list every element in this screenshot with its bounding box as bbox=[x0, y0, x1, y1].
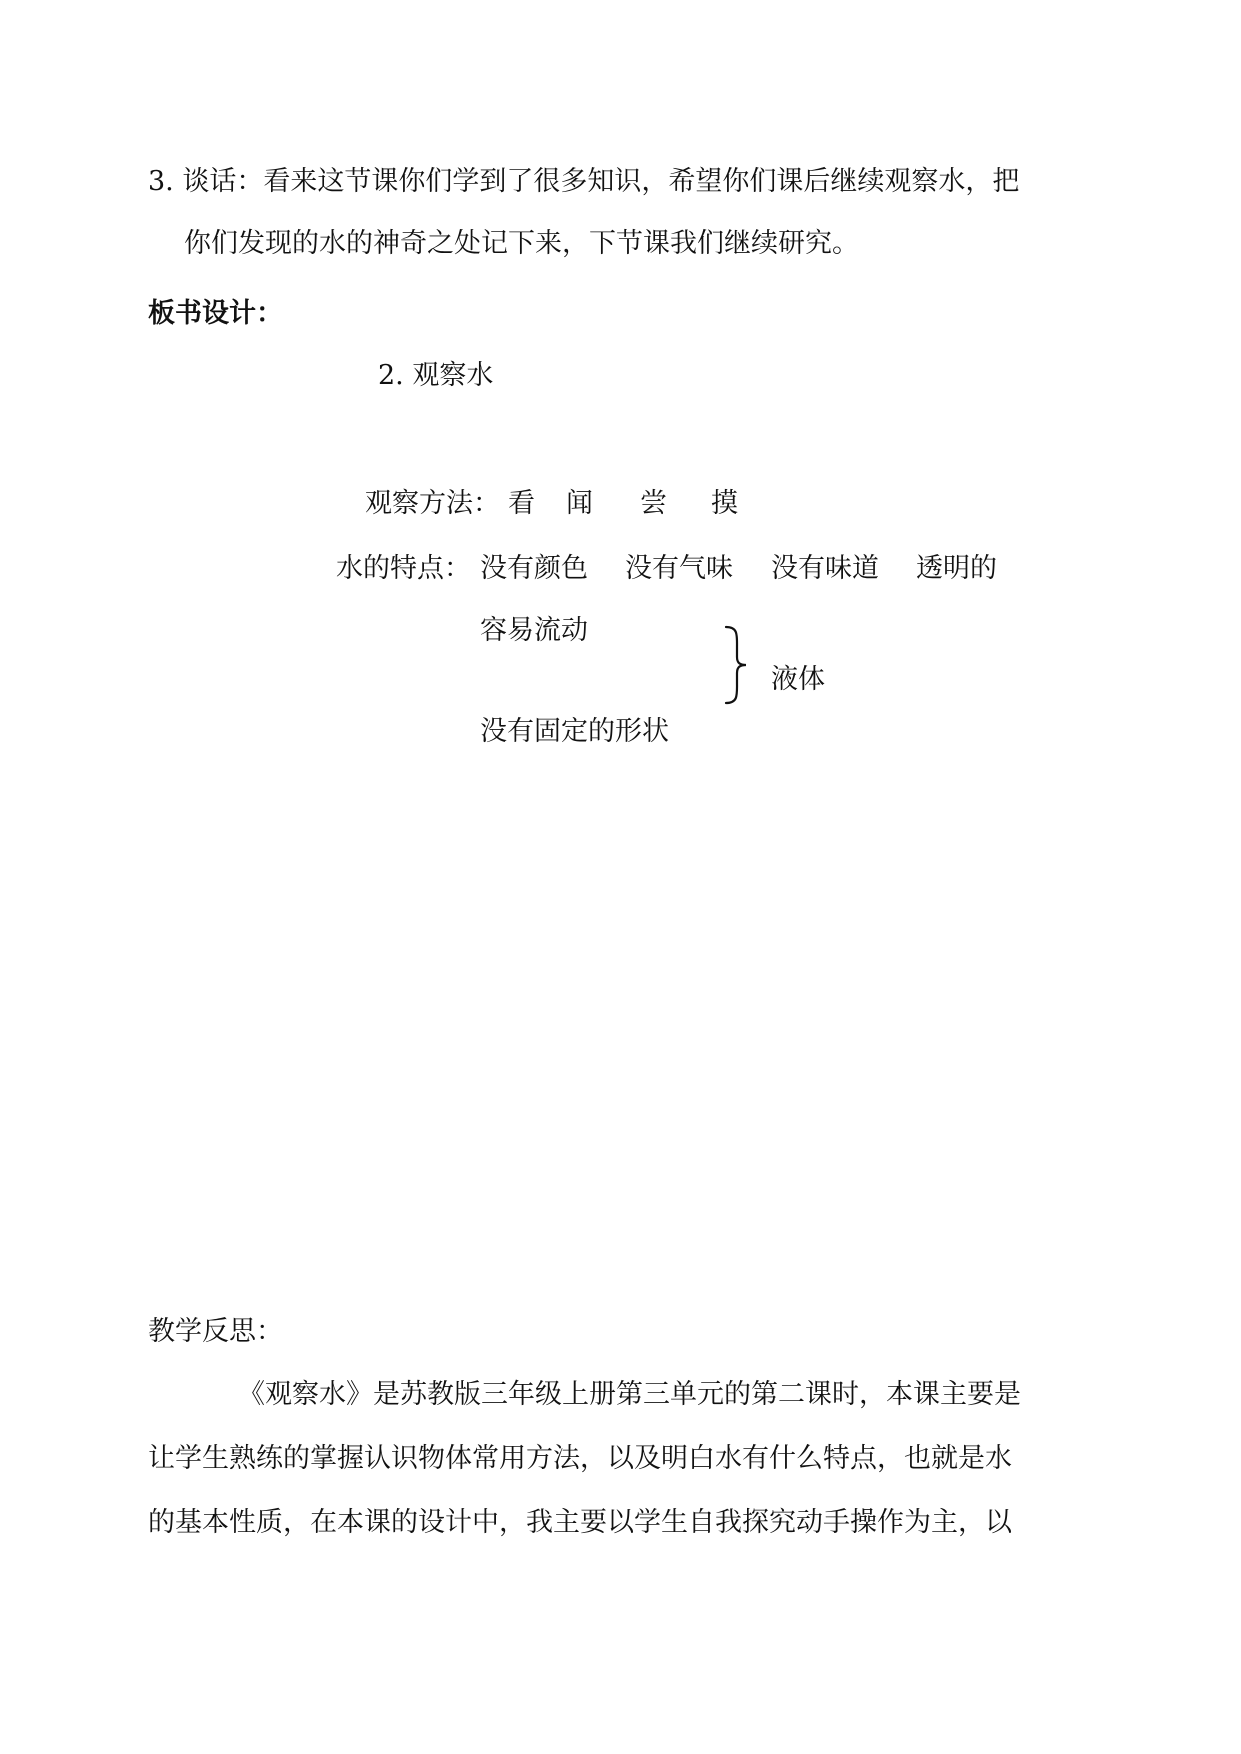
feature-flows-easily: 容易流动 bbox=[480, 615, 588, 646]
reflection-line-2: 让学生熟练的掌握认识物体常用方法，以及明白水有什么特点，也就是水 bbox=[148, 1443, 1012, 1474]
method-touch: 摸 bbox=[711, 488, 738, 519]
board-title: 2. 观察水 bbox=[378, 360, 494, 391]
feature-no-fixed-shape: 没有固定的形状 bbox=[480, 716, 669, 747]
talk-line-2: 你们发现的水的神奇之处记下来，下节课我们继续研究。 bbox=[184, 228, 859, 259]
method-look: 看 bbox=[508, 488, 535, 519]
liquid-label: 液体 bbox=[771, 664, 825, 695]
feature-no-color: 没有颜色 bbox=[480, 553, 588, 584]
method-smell: 闻 bbox=[566, 488, 593, 519]
methods-label: 观察方法： bbox=[365, 488, 500, 519]
feature-no-smell: 没有气味 bbox=[625, 553, 733, 584]
feature-no-taste: 没有味道 bbox=[771, 553, 879, 584]
talk-line-1: 3. 谈话：看来这节课你们学到了很多知识，希望你们课后继续观察水，把 bbox=[148, 166, 1020, 197]
reflection-line-1: 《观察水》是苏教版三年级上册第三单元的第二课时，本课主要是 bbox=[238, 1379, 1021, 1410]
features-label: 水的特点： bbox=[336, 553, 471, 584]
reflection-heading: 教学反思： bbox=[148, 1316, 283, 1347]
reflection-line-3: 的基本性质，在本课的设计中，我主要以学生自我探究动手操作为主，以 bbox=[148, 1507, 1012, 1538]
board-design-heading: 板书设计： bbox=[148, 298, 283, 329]
feature-transparent: 透明的 bbox=[916, 553, 997, 584]
right-brace-icon bbox=[722, 625, 750, 705]
method-taste: 尝 bbox=[640, 488, 667, 519]
